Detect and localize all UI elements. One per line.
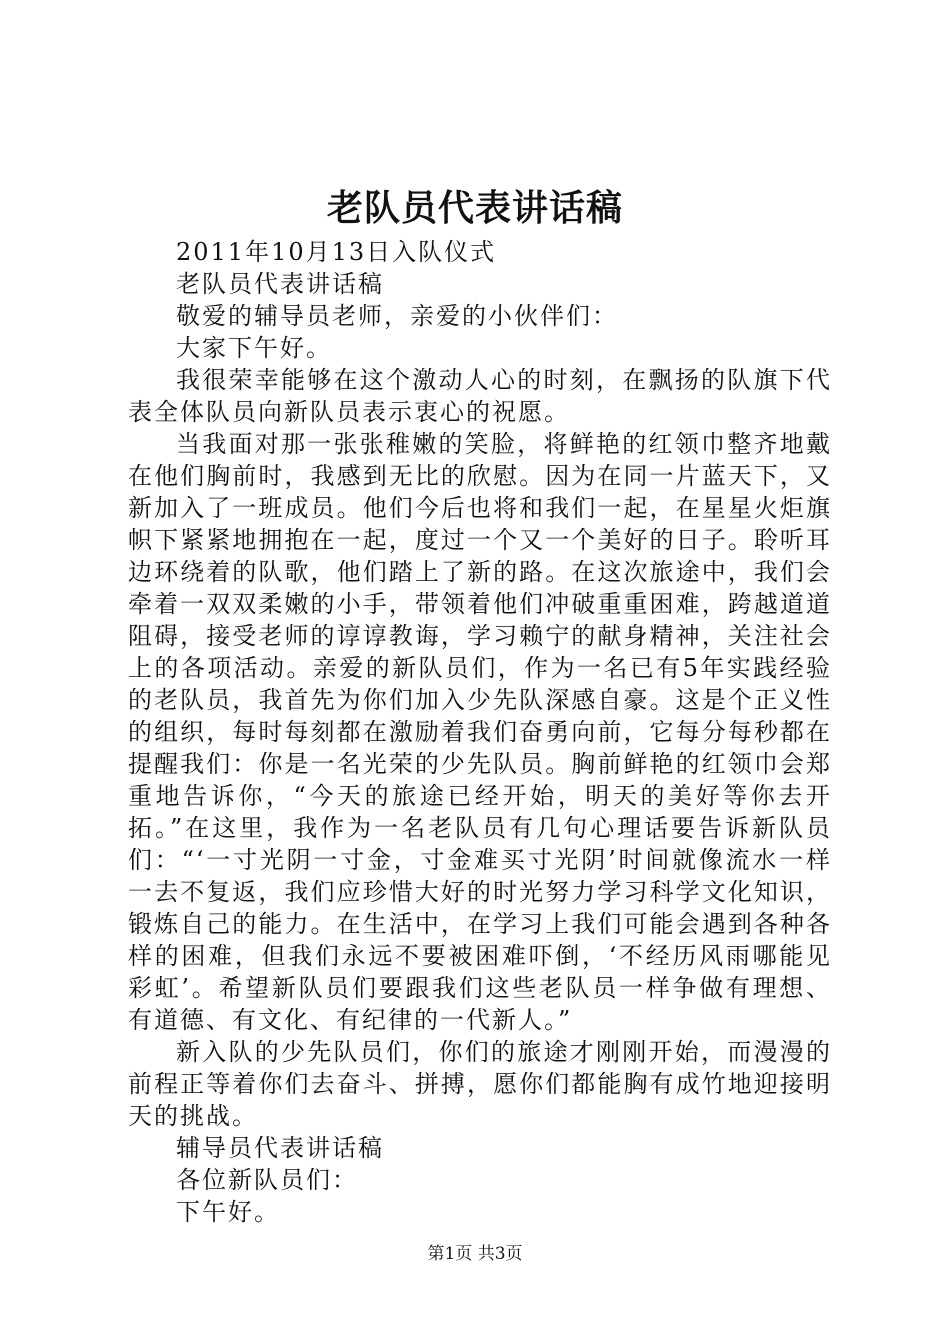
paragraph-salutation: 敬爱的辅导员老师，亲爱的小伙伴们： xyxy=(176,302,618,330)
paragraph-opening: 我很荣幸能够在这个激动人心的时刻，在飘扬的队旗下代表全体队员向新队员表示衷心的祝愿。 xyxy=(128,366,832,426)
document-title: 老队员代表讲话稿 xyxy=(326,187,623,229)
document-body xyxy=(128,236,832,1228)
paragraph-main: 当我面对那一张张稚嫩的笑脸，将鲜艳的红领巾整齐地戴在他们胸前时，我感到无比的欣慰。因为在同一片蓝天下，又新加入了一班成员。他们今后也将和我们一起，在星星火炬旗帜下紧紧地拥抱在一起，度过一个又一个美好的日子。聆听耳边环绕着的队歌，他们踏上了新的路。在这次旅途中，我们会牵着一双双柔嫩的小手，带领着他们冲破重重困难，跨越道道阻碍，接受老师的谆谆教诲，学习赖宁的献身精神，关注社会上的各项活动。亲爱的新队员们，作为一名已有5年实践经验的老队员，我首先为你们加入少先队深感自豪。这是个正义性的组织，每时每刻都在激励着我们奋勇向前，它每分每秒都在提醒我们：你是一名光荣的少先队员。胸前鲜艳的红领巾会郑重地告诉你，“今天的旅途已经开始，明天的美好等你去开拓。”在这里，我作为一名老队员有几句心理话要告诉新队员们：“‘一寸光阴一寸金，寸金难买寸光阴’时间就像流水一样一去不复返，我们应珍惜大好的时光努力学习科学文化知识，锻炼自己的能力。在生活中，在学习上我们可能会遇到各种各样的困难，但我们永远不要被困难吓倒，‘不经历风雨哪能见彩虹’。希望新队员们要跟我们这些老队员一样争做有理想、有道德、有文化、有纪律的一代新人。” xyxy=(128,430,832,1034)
paragraph-speech-heading: 老队员代表讲话稿 xyxy=(176,270,384,298)
paragraph-closing: 新入队的少先队员们，你们的旅途才刚刚开始，而漫漫的前程正等着你们去奋斗、拼搏，愿你们都能胸有成竹地迎接明天的挑战。 xyxy=(128,1038,832,1130)
paragraph-ceremony-date: 2011年10月13日入队仪式 xyxy=(176,238,497,266)
paragraph-second-salutation: 各位新队员们： xyxy=(176,1166,358,1194)
page-indicator: 第1页 共3页 xyxy=(427,1244,523,1264)
paragraph-greeting: 大家下午好。 xyxy=(176,334,332,362)
paragraph-second-greeting: 下午好。 xyxy=(176,1198,280,1226)
paragraph-second-heading: 辅导员代表讲话稿 xyxy=(176,1134,384,1162)
